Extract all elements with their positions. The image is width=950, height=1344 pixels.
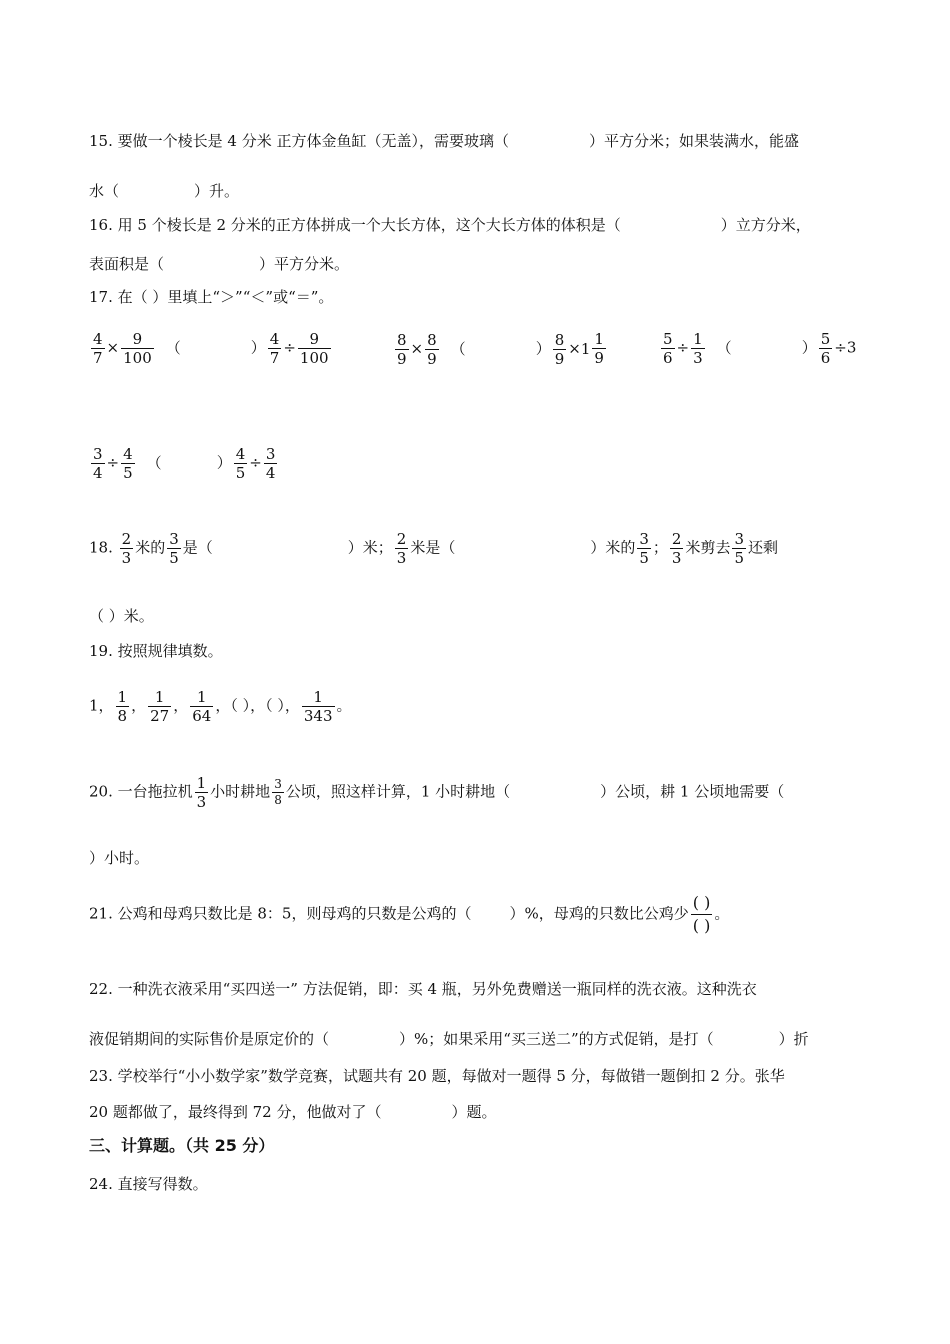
paren-left: （ <box>716 338 732 357</box>
question-16-line-1 <box>89 215 811 235</box>
fraction: $\frac{2}{3}$ <box>396 530 407 567</box>
question-19-intro: 19. 按照规律填数。 <box>89 642 223 660</box>
question-19-sequence: 1， $\frac{1}{8}$ ， $\frac{1}{27}$ ， $\frac{1}{64}$ ，（ ），（ ）， $\frac{1}{343}$ 。 <box>89 688 352 725</box>
paren-right: ） <box>216 453 232 472</box>
fraction: $\frac{1}{3}$ <box>693 330 703 367</box>
q15-text-a: 15. 要做一个棱长是 4 分米 正方体金鱼缸（无盖），需要玻璃（ <box>89 132 509 150</box>
divide-sign: ÷ <box>834 338 847 357</box>
fraction: $\frac{8}{9}$ <box>427 331 437 368</box>
q16-text-d: ）平方分米。 <box>259 255 350 273</box>
section-3-heading: 三、计算题。（共 25 分） <box>89 1136 275 1155</box>
times-sign: × <box>410 339 424 358</box>
fraction: $\frac{5}{6}$ <box>663 330 673 367</box>
question-20-line-2: ）小时。 <box>89 849 150 867</box>
fraction: $\frac{1}{9}$ <box>594 330 604 367</box>
divide-sign: ÷ <box>283 338 296 357</box>
paren-left: （ <box>450 339 466 358</box>
question-18-line-2: （ ）米。 <box>89 607 154 625</box>
question-22-line-1: 22. 一种洗衣液采用“买四送一” 方法促销，即：买 4 瓶，另外免费赠送一瓶同样的洗衣液。这种洗衣 <box>89 980 757 998</box>
mixed-number: 1 $\frac{1}{9}$ <box>580 330 604 367</box>
fraction: $\frac{4}{5}$ <box>235 445 246 482</box>
q15-text-d: ）升。 <box>194 182 240 200</box>
paren-left: （ <box>146 453 162 472</box>
fraction: $\frac{3}{5}$ <box>734 530 745 567</box>
fraction: $\frac{3}{8}$ <box>274 777 282 807</box>
fraction: $\frac{3}{5}$ <box>169 530 179 567</box>
times-sign: × <box>106 338 120 357</box>
q17-item-2 <box>393 330 608 368</box>
fraction: $\frac{2}{3}$ <box>121 530 132 567</box>
question-16-line-2 <box>89 254 349 274</box>
fraction: $\frac{9}{100}$ <box>299 330 329 367</box>
fraction: $\frac{9}{100}$ <box>123 330 152 367</box>
question-17-intro: 17. 在（ ）里填上“＞”“＜”或“＝”。 <box>89 288 334 306</box>
fraction: $\frac{3}{4}$ <box>265 445 276 482</box>
fraction: $\frac{1}{27}$ <box>150 688 170 725</box>
fraction: $\frac{8}{9}$ <box>554 331 565 368</box>
fraction: $\frac{1}{343}$ <box>303 688 333 725</box>
question-15-line-2 <box>89 181 239 201</box>
question-23-line-2: 20 题都做了，最终得到 72 分，他做对了（ ）题。 <box>89 1103 497 1121</box>
fraction: $\frac{2}{3}$ <box>671 530 682 567</box>
fraction: $\frac{5}{6}$ <box>820 330 831 367</box>
q17-item-1 <box>89 330 333 367</box>
fraction: $\frac{4}{7}$ <box>269 330 280 367</box>
paren-left: （ <box>165 338 181 357</box>
paren-right: ） <box>250 338 266 357</box>
q16-text-b: ）立方分米， <box>720 216 811 234</box>
question-23-line-1: 23. 学校举行“小小数学家”数学竞赛，试题共有 20 题，每做对一题得 5 分，每做错一题倒扣 2 分。张华 <box>89 1067 785 1085</box>
fraction: $\frac{3}{4}$ <box>93 445 103 482</box>
question-20-line-1: 20. 一台拖拉机 $\frac{1}{3}$ 小时耕地 $\frac{3}{8}$ 公顷，照这样计算，1 小时耕地（ ）公顷，耕 1 公顷地需要（ <box>89 774 785 811</box>
q15-text-b: ）平方分米；如果装满水，能盛 <box>588 132 799 150</box>
fraction: $\frac{1}{3}$ <box>196 774 207 811</box>
q16-text-a: 16. 用 5 个棱长是 2 分米的正方体拼成一个大长方体，这个大长方体的体积是（ <box>89 216 621 234</box>
question-22-line-2: 液促销期间的实际售价是原定价的（ ）%；如果采用“买三送二”的方式促销，是打（ ）折 <box>89 1030 809 1048</box>
q17-item-4 <box>89 445 279 482</box>
question-24-intro: 24. 直接写得数。 <box>89 1175 208 1193</box>
paren-right: ） <box>801 338 817 357</box>
q21-blank-fraction[interactable]: $\frac{( )}{( )}$ <box>692 893 711 935</box>
fraction: $\frac{4}{7}$ <box>93 330 103 367</box>
paren-right: ） <box>535 339 551 358</box>
q15-text-c: 水（ <box>89 182 120 200</box>
fraction: $\frac{4}{5}$ <box>123 445 133 482</box>
q19-blanks[interactable]: （ ），（ ）， <box>230 696 300 715</box>
question-21-line: 21. 公鸡和母鸡只数比是 8：5，则母鸡的只数是公鸡的（ ）%，母鸡的只数比公鸡少 $\frac{( )}{( )}$ 。 <box>89 893 730 935</box>
question-18-line-1: 18. $\frac{2}{3}$ 米的 $\frac{3}{5}$ 是（ ）米； $\frac{2}{3}$ 米是（ ）米的 $\frac{3}{5}$ ； $\frac{2}{3}$ 米剪去 $\frac{3}{5}$ 还剩 <box>89 530 779 567</box>
times-sign: × <box>568 339 581 358</box>
fraction: $\frac{1}{8}$ <box>117 688 128 725</box>
q17-item-3: $\frac{5}{6}$ ÷ $\frac{1}{3}$ （ ） $\frac{5}{6}$ ÷3 <box>663 330 857 367</box>
divide-sign: ÷ <box>106 453 120 472</box>
divide-sign: ÷ <box>249 453 262 472</box>
question-15-line-1 <box>89 131 799 151</box>
divide-sign: ÷ <box>676 338 690 357</box>
fraction: $\frac{3}{5}$ <box>639 530 649 567</box>
fraction: $\frac{1}{64}$ <box>192 688 212 725</box>
q16-text-c: 表面积是（ <box>89 255 165 273</box>
fraction: $\frac{8}{9}$ <box>397 331 407 368</box>
